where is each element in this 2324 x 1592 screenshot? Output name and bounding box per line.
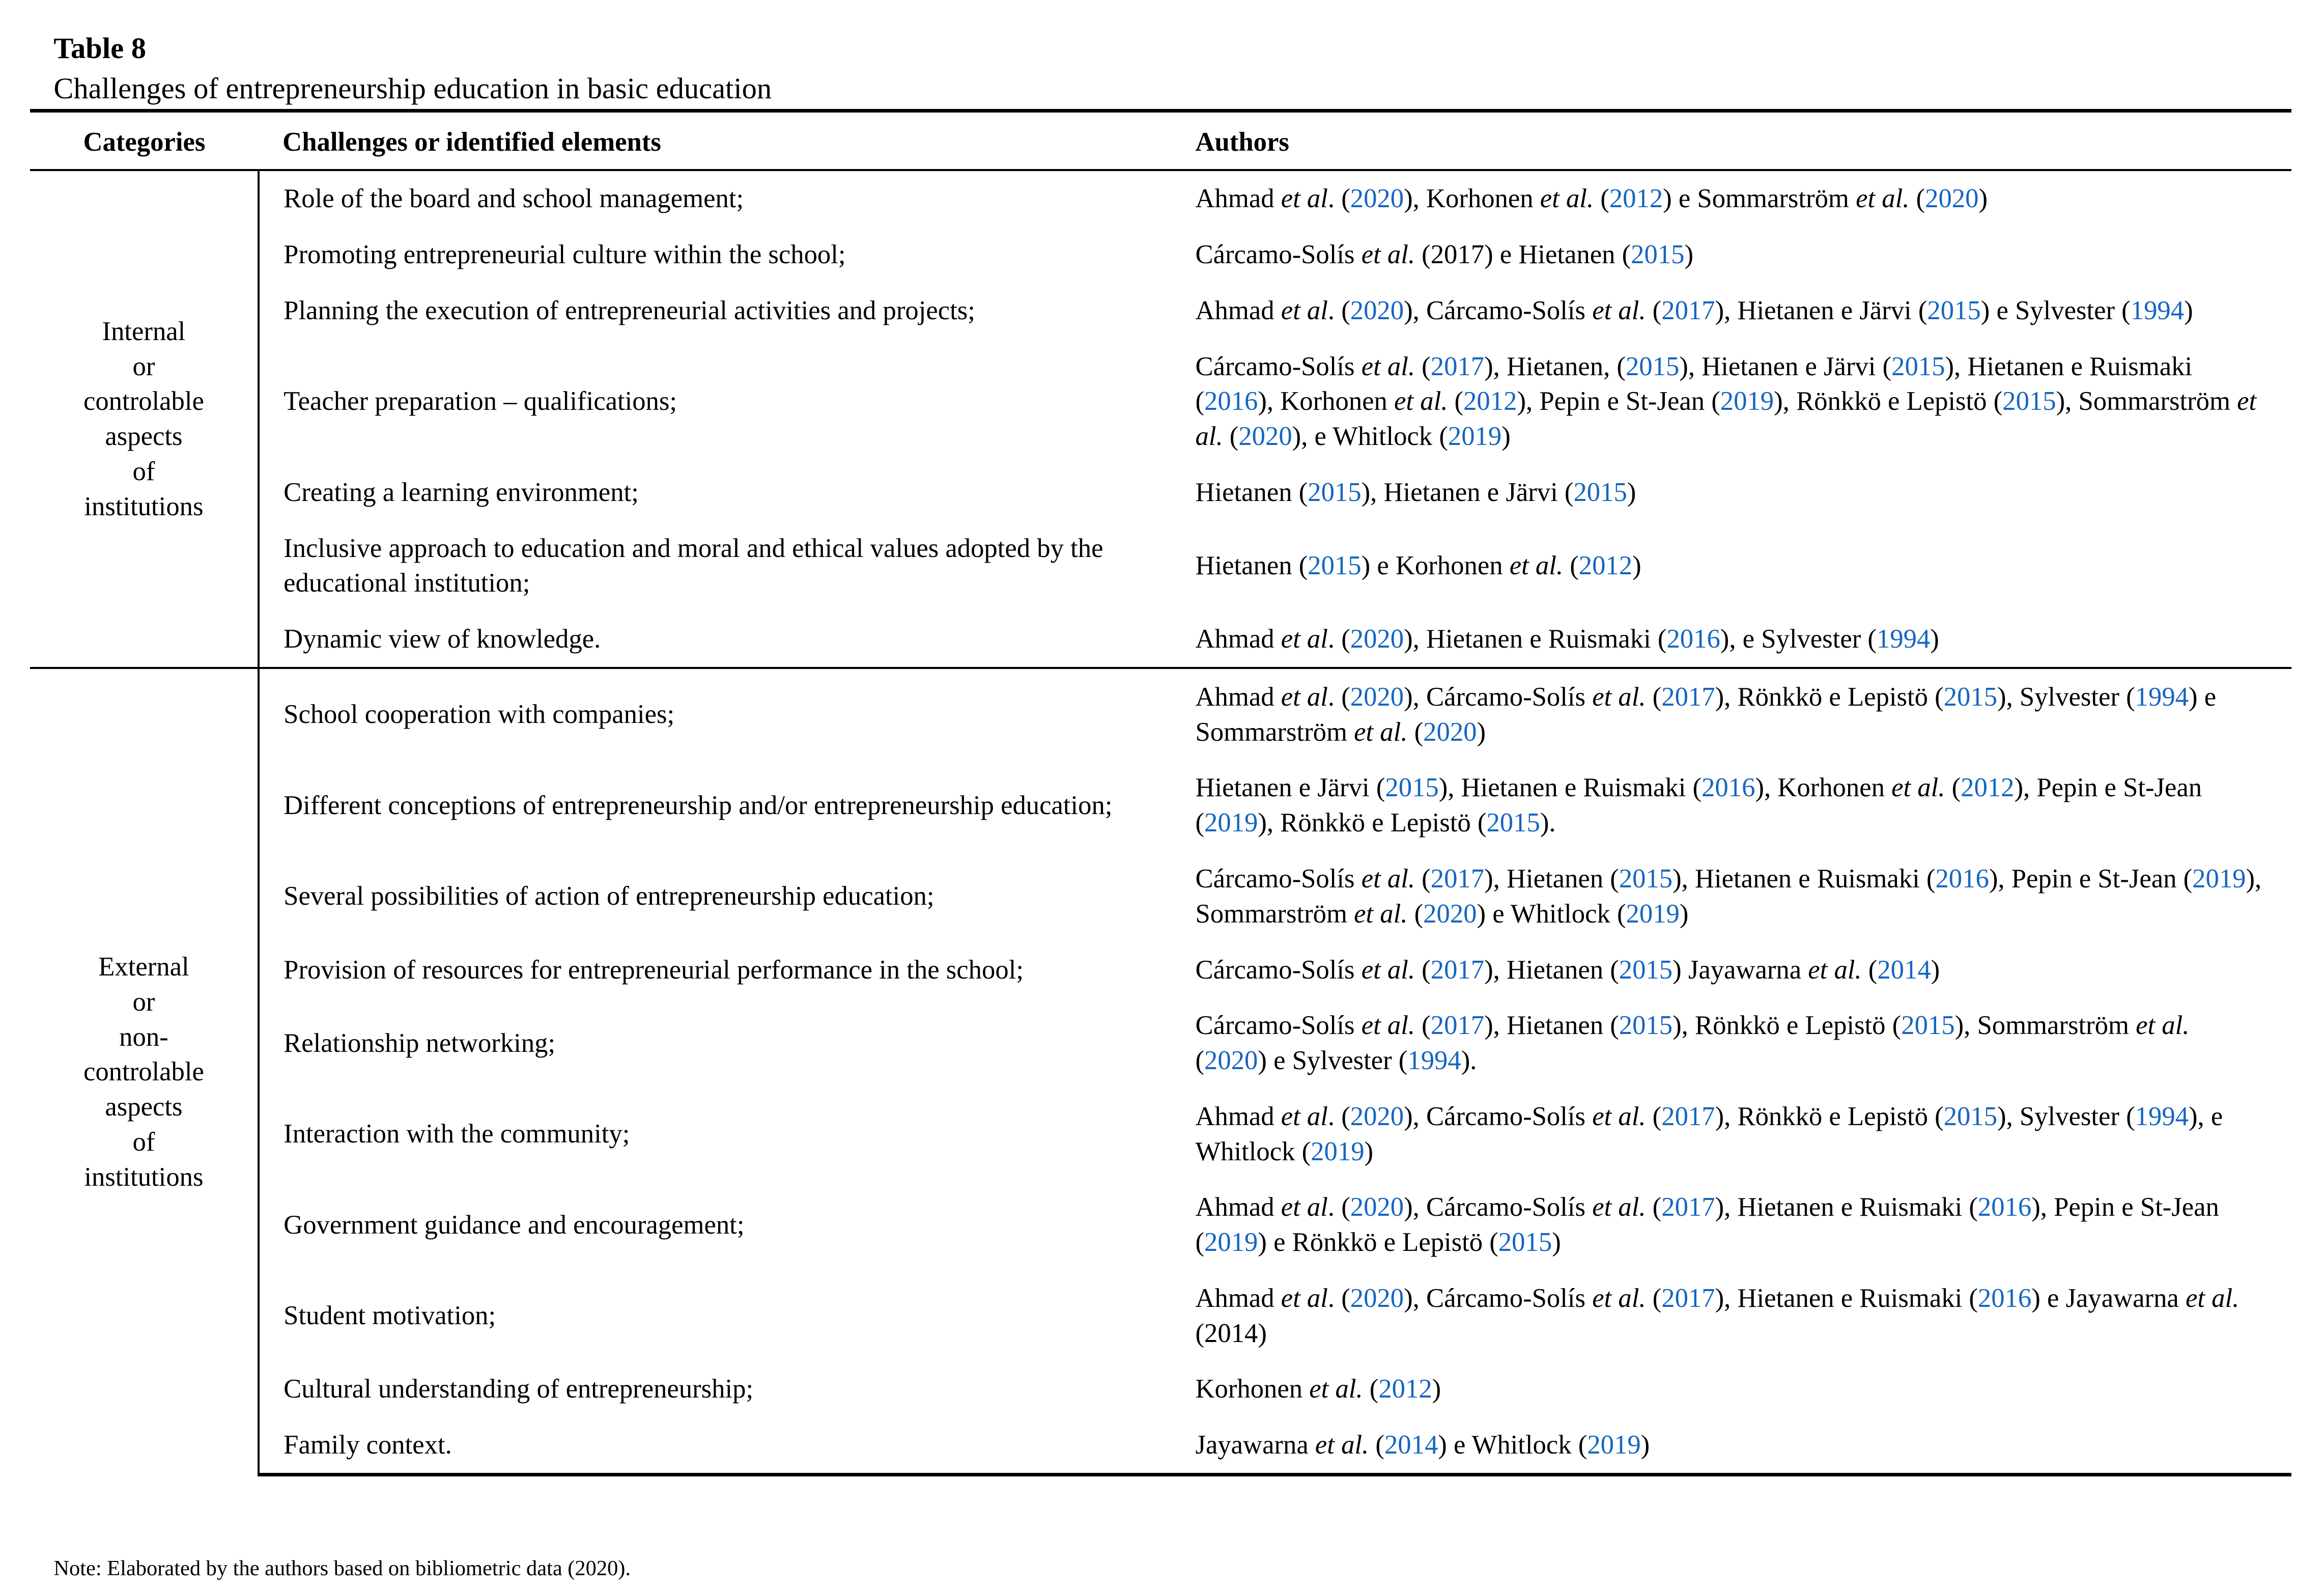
author-text: ): [1477, 717, 1486, 747]
citation-year-link[interactable]: 2016: [1204, 386, 1258, 416]
citation-year-link[interactable]: 2020: [1925, 184, 1979, 214]
author-text: et al: [1281, 1283, 1328, 1313]
author-text: Ahmad: [1195, 1192, 1281, 1222]
author-text: et al.: [1354, 899, 1408, 929]
author-text: (: [1407, 899, 1424, 929]
author-text: et al: [1281, 1192, 1328, 1222]
author-text: (: [1646, 1192, 1662, 1222]
author-text: et al.: [1592, 1101, 1646, 1131]
author-text: ) e Sommarström: [1663, 184, 1856, 214]
authors-cell: [1172, 611, 2291, 668]
author-text: ) e Korhonen: [1361, 551, 1510, 581]
author-text: et al.: [1592, 1283, 1646, 1313]
author-text: ), Sommarström: [2056, 386, 2237, 416]
author-text: et al.: [1856, 184, 1910, 214]
author-text: et al: [1281, 682, 1328, 712]
author-text: (: [1646, 682, 1662, 712]
citation-year-link[interactable]: 2017: [1430, 955, 1485, 985]
citation-year-link[interactable]: 2017: [1661, 295, 1715, 325]
challenge-cell: Promoting entrepreneurial culture within the school;: [284, 240, 846, 270]
citation-year-link[interactable]: 2015: [1486, 808, 1540, 838]
author-text: Hietanen (: [1195, 551, 1308, 581]
author-text: (: [1646, 1283, 1662, 1313]
author-text: ), Cárcamo-Solís: [1404, 295, 1593, 325]
author-text: Hietanen e Järvi (: [1195, 773, 1385, 803]
author-text: (: [1415, 351, 1431, 381]
authors-cell: [1172, 227, 2291, 283]
authors-cell: [1172, 464, 2291, 520]
author-text: (: [1415, 955, 1431, 985]
citation-year-link[interactable]: 2015: [1619, 864, 1673, 893]
table-row: [30, 998, 2291, 1089]
table-row: [30, 1180, 2291, 1271]
author-text: ), Hietanen (: [1484, 864, 1619, 893]
author-text: (: [1415, 1011, 1431, 1041]
author-text: ), Korhonen: [1755, 773, 1892, 803]
citation-year-link[interactable]: 1994: [1407, 1046, 1461, 1076]
table-row: [30, 851, 2291, 942]
author-text: ) e Sylvester (: [1980, 295, 2131, 325]
table-row: [30, 1361, 2291, 1417]
author-text: ), Sommarström: [1954, 1011, 2136, 1041]
author-text: et al: [1281, 1101, 1328, 1131]
table-row: [30, 339, 2291, 464]
author-text: ), Hietanen (: [1484, 955, 1619, 985]
author-text: ), Pepin e St-Jean (: [1195, 773, 2202, 838]
citation-year-link[interactable]: 2016: [1666, 624, 1720, 654]
authors-cell: [1172, 283, 2291, 339]
author-text: Ahmad: [1195, 1283, 1281, 1313]
citation-year-link[interactable]: 2020: [1423, 717, 1477, 747]
challenge-cell: Planning the execution of entrepreneurial activities and projects;: [284, 295, 975, 325]
citation-year-link[interactable]: 1994: [1876, 624, 1931, 654]
challenge-cell: Provision of resources for entrepreneurial performance in the school;: [284, 955, 1024, 985]
citation-year-link[interactable]: 2017: [1430, 1011, 1485, 1041]
author-text: ), Hietanen e Ruismaki (: [1404, 624, 1667, 654]
author-text: (2014): [1195, 1318, 1267, 1348]
table-row: [30, 1270, 2291, 1361]
author-text: . (: [1327, 1192, 1350, 1222]
author-text: ), Cárcamo-Solís: [1404, 1192, 1593, 1222]
challenge-cell: Role of the board and school management;: [259, 170, 1171, 227]
header-authors: Authors: [1172, 110, 2291, 170]
table-row: [30, 170, 2291, 227]
author-text: ), Hietanen e Järvi (: [1715, 295, 1928, 325]
author-text: ), e Whitlock (: [1292, 422, 1448, 452]
citation-year-link[interactable]: 2015: [1891, 351, 1945, 381]
citation-year-link[interactable]: 2019: [1720, 386, 1774, 416]
author-text: (: [1407, 717, 1424, 747]
author-text: ) e Rönkkö e Lepistö (: [1258, 1227, 1498, 1258]
table-row: [30, 464, 2291, 520]
authors-cell: [1172, 1088, 2291, 1180]
citation-year-link[interactable]: 2017: [1430, 351, 1485, 381]
author-text: Cárcamo-Solís: [1195, 240, 1362, 270]
authors-cell: [1172, 998, 2291, 1089]
author-text: et al.: [1361, 955, 1415, 985]
citation-year-link[interactable]: 2015: [1927, 295, 1981, 325]
author-text: ) e Sylvester (: [1258, 1046, 1408, 1076]
author-text: ), Rönkkö e Lepistö (: [1715, 1101, 1944, 1131]
author-text: ) e Jayawarna: [2031, 1283, 2186, 1313]
citation-year-link[interactable]: 2020: [1350, 624, 1404, 654]
author-text: et al.: [1361, 240, 1415, 270]
author-text: ), Hietanen (: [1484, 1011, 1619, 1041]
table-row: [30, 520, 2291, 611]
table-row: [30, 611, 2291, 668]
author-text: et al.: [1315, 1430, 1369, 1460]
citation-year-link[interactable]: 2012: [1463, 386, 1517, 416]
author-text: ) Jayawarna: [1673, 955, 1808, 985]
author-text: et al.: [1361, 1011, 1415, 1041]
author-text: et al.: [1592, 1192, 1646, 1222]
author-text: ) e Whitlock (: [1438, 1430, 1588, 1460]
author-text: ): [1684, 240, 1694, 270]
authors-cell: [1172, 1270, 2291, 1361]
author-text: ), Pepin e St-Jean (: [1517, 386, 1720, 416]
author-text: ), Hietanen e Ruismaki (: [1715, 1192, 1978, 1222]
citation-year-link[interactable]: 2016: [1977, 1283, 2032, 1313]
author-text: ): [1632, 551, 1641, 581]
citation-year-link[interactable]: 2015: [2002, 386, 2056, 416]
challenge-cell: Different conceptions of entrepreneurship and/or entrepreneurship education;: [284, 790, 1113, 820]
author-text: . (: [1327, 682, 1350, 712]
table-row: [30, 668, 2291, 760]
citation-year-link[interactable]: 2020: [1350, 1192, 1404, 1222]
author-text: Cárcamo-Solís: [1195, 351, 1362, 381]
authors-cell: [1172, 339, 2291, 464]
author-text: Cárcamo-Solís: [1195, 955, 1362, 985]
citation-year-link[interactable]: 2015: [1901, 1011, 1955, 1041]
citation-year-link[interactable]: 2019: [1448, 422, 1502, 452]
author-text: et al.: [1808, 955, 1862, 985]
author-text: ): [1432, 1374, 1441, 1404]
author-text: ): [1640, 1430, 1650, 1460]
header-categories: Categories: [30, 110, 259, 170]
authors-cell: [1172, 851, 2291, 942]
challenge-cell: Relationship networking;: [284, 1028, 556, 1058]
challenges-table: [30, 109, 2291, 1477]
citation-year-link[interactable]: 2020: [1423, 899, 1477, 929]
author-text: ), Sylvester (: [1997, 1101, 2135, 1131]
citation-year-link[interactable]: 2020: [1350, 1101, 1404, 1131]
citation-year-link[interactable]: 2015: [1943, 1101, 1998, 1131]
citation-year-link[interactable]: 2017: [1661, 1101, 1715, 1131]
author-text: . (: [1327, 184, 1350, 214]
authors-cell: [1172, 1417, 2291, 1475]
citation-year-link[interactable]: 2017: [1661, 1192, 1715, 1222]
author-text: ), Korhonen: [1258, 386, 1395, 416]
author-text: Ahmad: [1195, 624, 1281, 654]
author-text: et al.: [1354, 717, 1408, 747]
author-text: et al.: [1309, 1374, 1363, 1404]
citation-year-link[interactable]: 2019: [1204, 808, 1258, 838]
citation-year-link[interactable]: 2020: [1350, 184, 1404, 214]
author-text: ), Hietanen e Ruismaki (: [1715, 1283, 1978, 1313]
author-text: ): [1679, 899, 1689, 929]
author-text: (2017) e Hietanen (: [1415, 240, 1631, 270]
authors-cell: [1172, 1361, 2291, 1417]
challenge-cell: Student motivation;: [284, 1301, 496, 1331]
citation-year-link[interactable]: 2012: [1961, 773, 2015, 803]
author-text: ): [1552, 1227, 1561, 1258]
table-row: [30, 760, 2291, 851]
author-text: et al.: [1361, 351, 1415, 381]
citation-year-link[interactable]: 2015: [1308, 551, 1362, 581]
author-text: Ahmad: [1195, 682, 1281, 712]
author-text: Ahmad: [1195, 1101, 1281, 1131]
author-text: ), Sylvester (: [1997, 682, 2135, 712]
author-text: ), Rönkkö e Lepistö (: [1774, 386, 2003, 416]
author-text: Cárcamo-Solís: [1195, 864, 1362, 893]
author-text: ): [1364, 1136, 1374, 1166]
author-text: . (: [1327, 624, 1350, 654]
author-text: ), Pepin e St-Jean (: [1989, 864, 2193, 893]
table-row: [30, 283, 2291, 339]
category-cell: External or non- controlable aspects of institutions: [30, 668, 259, 1474]
table-header-row: [30, 110, 2291, 170]
citation-year-link[interactable]: 2019: [1587, 1430, 1641, 1460]
challenge-cell: School cooperation with companies;: [259, 668, 1171, 760]
author-text: (: [1363, 1374, 1379, 1404]
author-text: ), Rönkkö e Lepistö (: [1673, 1011, 1902, 1041]
author-text: et al.: [1592, 295, 1646, 325]
citation-year-link[interactable]: 2012: [1578, 551, 1633, 581]
author-text: et al.: [1361, 864, 1415, 893]
challenge-cell: Government guidance and encouragement;: [284, 1210, 745, 1240]
author-text: et al.: [2185, 1283, 2240, 1313]
author-text: (: [1448, 386, 1464, 416]
table-row: [30, 1417, 2291, 1475]
author-text: et al.: [2136, 1011, 2190, 1041]
challenge-cell: Dynamic view of knowledge.: [284, 624, 601, 654]
author-text: ), Hietanen e Järvi (: [1679, 351, 1892, 381]
citation-year-link[interactable]: 2015: [1573, 477, 1627, 507]
author-text: ), Hietanen, (: [1484, 351, 1626, 381]
authors-cell: [1172, 520, 2291, 611]
author-text: ) e Whitlock (: [1477, 899, 1626, 929]
author-text: ).: [1540, 808, 1556, 838]
table-note: Note: Elaborated by the authors based on bibliometric data (2020).: [53, 1556, 631, 1580]
author-text: Korhonen: [1195, 1374, 1310, 1404]
author-text: (: [1563, 551, 1579, 581]
author-text: ): [1930, 624, 1939, 654]
citation-year-link[interactable]: 2016: [1977, 1192, 2032, 1222]
authors-cell: [1172, 668, 2291, 760]
citation-year-link[interactable]: 2015: [1625, 351, 1680, 381]
author-text: ), Cárcamo-Solís: [1404, 682, 1593, 712]
author-text: ), Hietanen e Järvi (: [1361, 477, 1574, 507]
header-challenges: Challenges or identified elements: [259, 110, 1171, 170]
citation-year-link[interactable]: 2017: [1661, 1283, 1715, 1313]
author-text: et al.: [1195, 386, 2257, 452]
author-text: (: [1594, 184, 1609, 214]
author-text: . (: [1327, 295, 1350, 325]
table-row: [30, 942, 2291, 998]
citation-year-link[interactable]: 2020: [1238, 422, 1292, 452]
author-text: ): [2184, 295, 2193, 325]
citation-year-link[interactable]: 1994: [2135, 682, 2189, 712]
author-text: et al: [1281, 184, 1328, 214]
category-cell: Internal or controlable aspects of institutions: [30, 170, 259, 668]
authors-cell: [1172, 942, 2291, 998]
author-text: (: [1861, 955, 1878, 985]
table-subtitle: Challenges of entrepreneurship education in basic education: [53, 72, 772, 105]
author-text: et al.: [1509, 551, 1564, 581]
author-text: Hietanen (: [1195, 477, 1308, 507]
table-row: [30, 1088, 2291, 1180]
challenge-cell: Teacher preparation – qualifications;: [284, 386, 677, 416]
citation-year-link[interactable]: 2012: [1609, 184, 1663, 214]
author-text: (: [1223, 422, 1239, 452]
author-text: ), e Whitlock (: [1195, 1101, 2223, 1166]
citation-year-link[interactable]: 2015: [1619, 955, 1673, 985]
author-text: ), Korhonen: [1404, 184, 1540, 214]
author-text: ), Rönkkö e Lepistö (: [1258, 808, 1487, 838]
citation-year-link[interactable]: 2012: [1378, 1374, 1432, 1404]
author-text: (: [1945, 773, 1961, 803]
citation-year-link[interactable]: 2016: [1935, 864, 1989, 893]
author-text: Jayawarna: [1195, 1430, 1315, 1460]
author-text: et al.: [1394, 386, 1448, 416]
author-text: (: [1415, 864, 1431, 893]
author-text: ): [1931, 955, 1940, 985]
citation-year-link[interactable]: 2019: [1311, 1136, 1365, 1166]
author-text: (: [1909, 184, 1925, 214]
author-text: (: [1195, 1046, 1205, 1076]
citation-year-link[interactable]: 2015: [1619, 1011, 1673, 1041]
author-text: et al: [1281, 295, 1328, 325]
citation-year-link[interactable]: 2020: [1350, 295, 1404, 325]
author-text: ), Hietanen e Ruismaki (: [1673, 864, 1936, 893]
author-text: ) e Sommarström: [1195, 682, 2217, 747]
author-text: ), Pepin e St-Jean (: [1195, 1192, 2219, 1258]
citation-year-link[interactable]: 2020: [1350, 1283, 1404, 1313]
author-text: et al: [1281, 624, 1328, 654]
citation-year-link[interactable]: 2020: [1204, 1046, 1258, 1076]
author-text: ), Cárcamo-Solís: [1404, 1101, 1593, 1131]
challenge-cell: Interaction with the community;: [284, 1119, 630, 1149]
author-text: et al.: [1592, 682, 1646, 712]
challenge-cell: Several possibilities of action of entrepreneurship education;: [284, 881, 934, 911]
author-text: Ahmad: [1195, 295, 1281, 325]
citation-year-link[interactable]: 2017: [1430, 864, 1485, 893]
author-text: (: [1646, 295, 1662, 325]
table-title: Table 8: [53, 32, 146, 65]
citation-year-link[interactable]: 2019: [2192, 864, 2246, 893]
challenge-cell: Cultural understanding of entrepreneurship;: [284, 1374, 754, 1404]
author-text: ), e Sylvester (: [1720, 624, 1877, 654]
author-text: (: [1646, 1101, 1662, 1131]
authors-cell: [1172, 1180, 2291, 1271]
author-text: ): [1501, 422, 1511, 452]
author-text: ), Cárcamo-Solís: [1404, 1283, 1593, 1313]
authors-cell: [1172, 760, 2291, 851]
citation-year-link[interactable]: 2019: [1204, 1227, 1258, 1258]
table-body: [30, 170, 2291, 1475]
author-text: et al.: [1891, 773, 1945, 803]
author-text: ), Hietanen e Ruismaki (: [1195, 351, 2193, 416]
citation-year-link[interactable]: 2017: [1661, 682, 1715, 712]
challenge-cell: Family context.: [259, 1417, 1171, 1475]
citation-year-link[interactable]: 2014: [1877, 955, 1931, 985]
author-text: ).: [1461, 1046, 1477, 1076]
author-text: Ahmad: [1195, 184, 1281, 214]
citation-year-link[interactable]: 2019: [1626, 899, 1680, 929]
citation-year-link[interactable]: 2015: [1631, 240, 1685, 270]
citation-year-link[interactable]: 2015: [1385, 773, 1439, 803]
citation-year-link[interactable]: 2016: [1702, 773, 1755, 803]
author-text: . (: [1327, 1283, 1350, 1313]
citation-year-link[interactable]: 2020: [1350, 682, 1404, 712]
authors-cell: [1172, 170, 2291, 227]
challenge-cell: Inclusive approach to education and moral and ethical values adopted by the educational institution;: [284, 533, 1103, 598]
author-text: Cárcamo-Solís: [1195, 1011, 1362, 1041]
citation-year-link[interactable]: 2015: [1308, 477, 1362, 507]
author-text: ): [1978, 184, 1988, 214]
author-text: ), Sommarström: [1195, 864, 2262, 929]
citation-year-link[interactable]: 1994: [2130, 295, 2185, 325]
author-text: ), Rönkkö e Lepistö (: [1715, 682, 1944, 712]
author-text: (: [1369, 1430, 1384, 1460]
table-row: [30, 227, 2291, 283]
author-text: et al.: [1540, 184, 1594, 214]
citation-year-link[interactable]: 2015: [1498, 1227, 1552, 1258]
author-text: ): [1627, 477, 1636, 507]
citation-year-link[interactable]: 2015: [1943, 682, 1998, 712]
author-text: . (: [1327, 1101, 1350, 1131]
author-text: ), Hietanen e Ruismaki (: [1438, 773, 1702, 803]
challenge-cell: Creating a learning environment;: [284, 477, 639, 507]
citation-year-link[interactable]: 2014: [1384, 1430, 1438, 1460]
citation-year-link[interactable]: 1994: [2135, 1101, 2189, 1131]
